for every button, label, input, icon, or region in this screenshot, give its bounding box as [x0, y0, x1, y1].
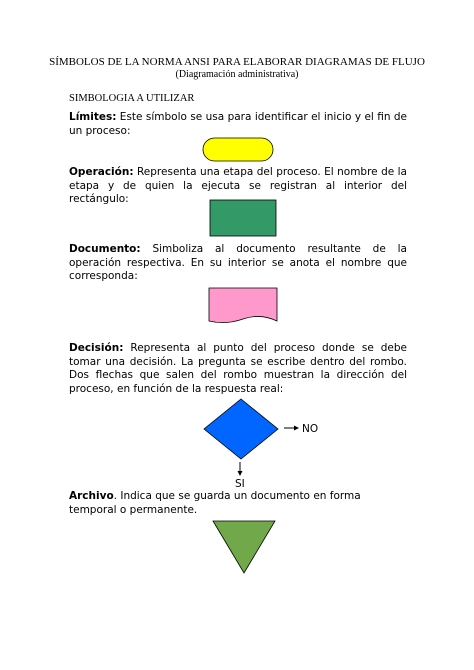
decision-diagram — [200, 397, 302, 479]
decision-term: Decisión: — [69, 342, 124, 354]
document-title: SÍMBOLOS DE LA NORMA ANSI PARA ELABORAR DIAGRAMAS DE FLUJO — [49, 56, 425, 68]
archivo-description: . Indica que se guarda un documento en forma temporal o permanente. — [69, 490, 361, 516]
terminator-symbol — [202, 137, 274, 162]
documento-paragraph — [69, 243, 407, 284]
decision-description: Representa al punto del proceso donde se debe tomar una decisión. La pregunta se escribe dentro del rombo. Dos flechas que salen del rombo muestran la dirección del proceso, en función de la respuesta real: — [69, 342, 407, 395]
archive-triangle-symbol — [212, 520, 276, 574]
documento-term: Documento: — [69, 243, 141, 255]
limites-paragraph — [69, 111, 407, 138]
operacion-description: Representa una etapa del proceso. El nombre de la etapa y de quien la ejecuta se registran al interior del rectángulo: — [69, 166, 407, 206]
document-subtitle: (Diagramación administrativa) — [175, 69, 299, 80]
archivo-term: Archivo — [69, 490, 114, 502]
decision-paragraph — [69, 342, 407, 396]
documento-description: Simboliza al documento resultante de la operación respectiva. En su interior se anota el nombre que corresponda: — [69, 243, 407, 283]
limites-term: Límites: — [69, 111, 117, 123]
document-symbol — [208, 287, 278, 327]
process-rectangle-symbol — [209, 199, 277, 237]
arrow-right-head-icon — [294, 426, 299, 431]
archivo-paragraph — [69, 490, 407, 517]
decision-label-si: SI — [235, 478, 245, 490]
decision-diamond-symbol — [204, 399, 278, 459]
arrow-down-head-icon — [238, 471, 243, 476]
section-header: SIMBOLOGIA A UTILIZAR — [69, 93, 195, 104]
limites-description: Este símbolo se usa para identificar el inicio y el fin de un proceso: — [69, 111, 407, 137]
operacion-term: Operación: — [69, 166, 134, 178]
decision-label-no: NO — [302, 423, 319, 435]
